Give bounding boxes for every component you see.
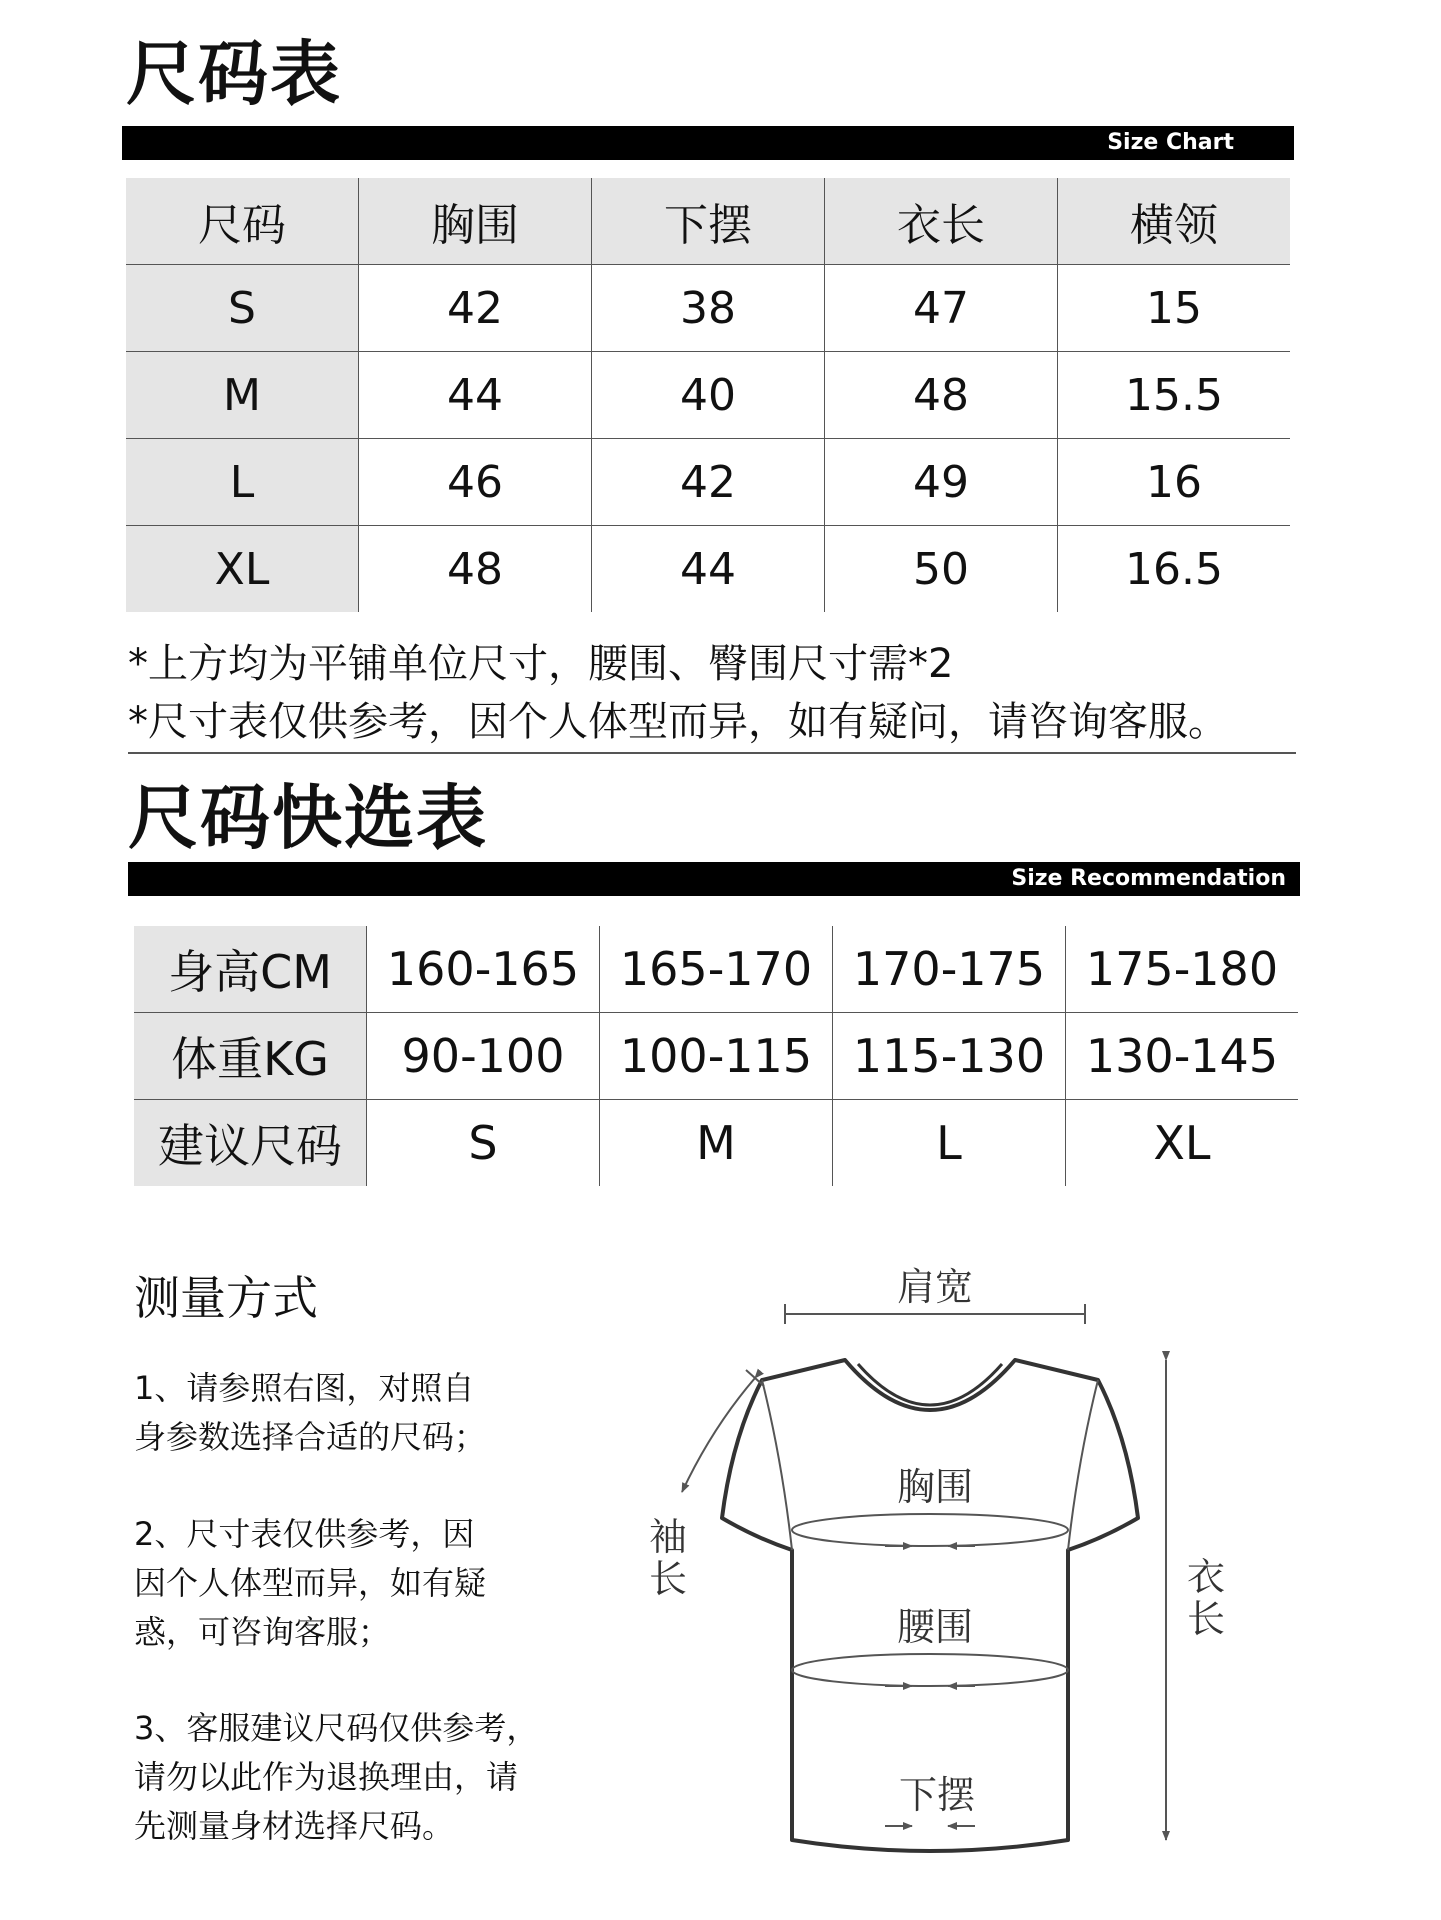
table-cell: 130-145 bbox=[1066, 1013, 1299, 1100]
row-label-cell: 体重KG bbox=[134, 1013, 367, 1100]
header-cell: 下摆 bbox=[592, 178, 825, 265]
table-cell: 16.5 bbox=[1125, 543, 1223, 595]
table-row bbox=[134, 926, 1298, 1013]
table-cell: 160-165 bbox=[367, 926, 600, 1013]
table-cell: 170-175 bbox=[833, 926, 1066, 1013]
length-label-2: 长 bbox=[1186, 1597, 1226, 1641]
size-chart-bar-label: Size Chart bbox=[1107, 130, 1234, 155]
sleeve-label-2: 长 bbox=[648, 1557, 688, 1601]
size-chart-table bbox=[126, 178, 1290, 612]
recommendation-bar bbox=[128, 862, 1300, 896]
recommendation-title: 尺码快选表 bbox=[128, 777, 488, 859]
table-cell: L bbox=[833, 1100, 1066, 1187]
sleeve-measure-line bbox=[682, 1378, 755, 1492]
table-row bbox=[126, 526, 1290, 613]
size-chart-bar bbox=[122, 126, 1294, 160]
table-cell: 40 bbox=[592, 352, 825, 439]
hem-label: 下摆 bbox=[898, 1773, 976, 1817]
chest-label: 胸围 bbox=[896, 1465, 974, 1509]
sleeve-seam-left bbox=[762, 1380, 792, 1550]
measurement-step-2: 2、尺寸表仅供参考，因 因个人体型而异，如有疑 惑，可咨询客服； bbox=[134, 1515, 487, 1651]
row-label-cell: 身高CM bbox=[134, 926, 367, 1013]
table-cell: 15 bbox=[1058, 265, 1291, 352]
table-cell: 42 bbox=[592, 439, 825, 526]
recommendation-bar-label: Size Recommendation bbox=[1011, 866, 1286, 891]
header-cell: 横领 bbox=[1058, 178, 1291, 265]
waist-label: 腰围 bbox=[896, 1605, 974, 1649]
sleeve-measure-tick bbox=[746, 1370, 764, 1386]
size-cell: S bbox=[126, 265, 359, 352]
table-cell: M bbox=[600, 1100, 833, 1187]
header-cell: 胸围 bbox=[359, 178, 592, 265]
table-row bbox=[126, 352, 1290, 439]
header-cell: 尺码 bbox=[126, 178, 359, 265]
measurement-step-1: 1、请参照右图，对照自 身参数选择合适的尺码； bbox=[134, 1369, 487, 1456]
sleeve-label-1: 袖 bbox=[648, 1515, 688, 1559]
table-cell: 100-115 bbox=[600, 1013, 833, 1100]
recommendation-table bbox=[134, 926, 1298, 1186]
size-note-1: *上方均为平铺单位尺寸，腰围、臀围尺寸需*2 bbox=[128, 641, 954, 687]
row-label-cell: 建议尺码 bbox=[134, 1100, 367, 1187]
table-cell: S bbox=[367, 1100, 600, 1187]
table-cell: 50 bbox=[825, 526, 1058, 613]
divider bbox=[128, 752, 1296, 754]
table-cell: 16 bbox=[1058, 439, 1291, 526]
table-cell: 44 bbox=[359, 352, 592, 439]
tshirt-diagram bbox=[640, 1260, 1226, 1860]
table-cell: 48 bbox=[359, 526, 592, 613]
table-cell: 115-130 bbox=[833, 1013, 1066, 1100]
table-cell: 47 bbox=[825, 265, 1058, 352]
header-cell: 衣长 bbox=[825, 178, 1058, 265]
tshirt-collar bbox=[858, 1364, 1002, 1405]
table-row bbox=[134, 1013, 1298, 1100]
table-cell: 48 bbox=[825, 352, 1058, 439]
table-cell: 175-180 bbox=[1066, 926, 1299, 1013]
table-cell: 49 bbox=[825, 439, 1058, 526]
shoulder-label: 肩宽 bbox=[896, 1265, 974, 1309]
table-cell: 44 bbox=[592, 526, 825, 613]
waist-measure-ellipse bbox=[792, 1654, 1068, 1686]
table-cell: 90-100 bbox=[367, 1013, 600, 1100]
size-cell: XL bbox=[126, 526, 359, 613]
chest-measure-ellipse bbox=[792, 1514, 1068, 1546]
measurement-step-3: 3、客服建议尺码仅供参考， 请勿以此作为退换理由，请 先测量身材选择尺码。 bbox=[134, 1709, 539, 1845]
table-cell: 15.5 bbox=[1058, 352, 1291, 439]
table-cell: 38 bbox=[592, 265, 825, 352]
size-chart-title: 尺码表 bbox=[126, 33, 342, 115]
table-row bbox=[134, 1100, 1298, 1187]
table-row bbox=[126, 439, 1290, 526]
size-note-2: *尺寸表仅供参考，因个人体型而异，如有疑问，请咨询客服。 bbox=[128, 699, 1228, 745]
size-cell: M bbox=[126, 352, 359, 439]
table-cell: 46 bbox=[359, 439, 592, 526]
sleeve-seam-right bbox=[1068, 1380, 1098, 1550]
table-row bbox=[126, 265, 1290, 352]
table-header-row bbox=[126, 178, 1290, 265]
table-cell: 165-170 bbox=[600, 926, 833, 1013]
table-cell: 42 bbox=[359, 265, 592, 352]
table-cell: XL bbox=[1153, 1116, 1211, 1170]
size-cell: L bbox=[126, 439, 359, 526]
length-label-1: 衣 bbox=[1186, 1555, 1226, 1599]
measurement-title: 测量方式 bbox=[134, 1271, 318, 1325]
